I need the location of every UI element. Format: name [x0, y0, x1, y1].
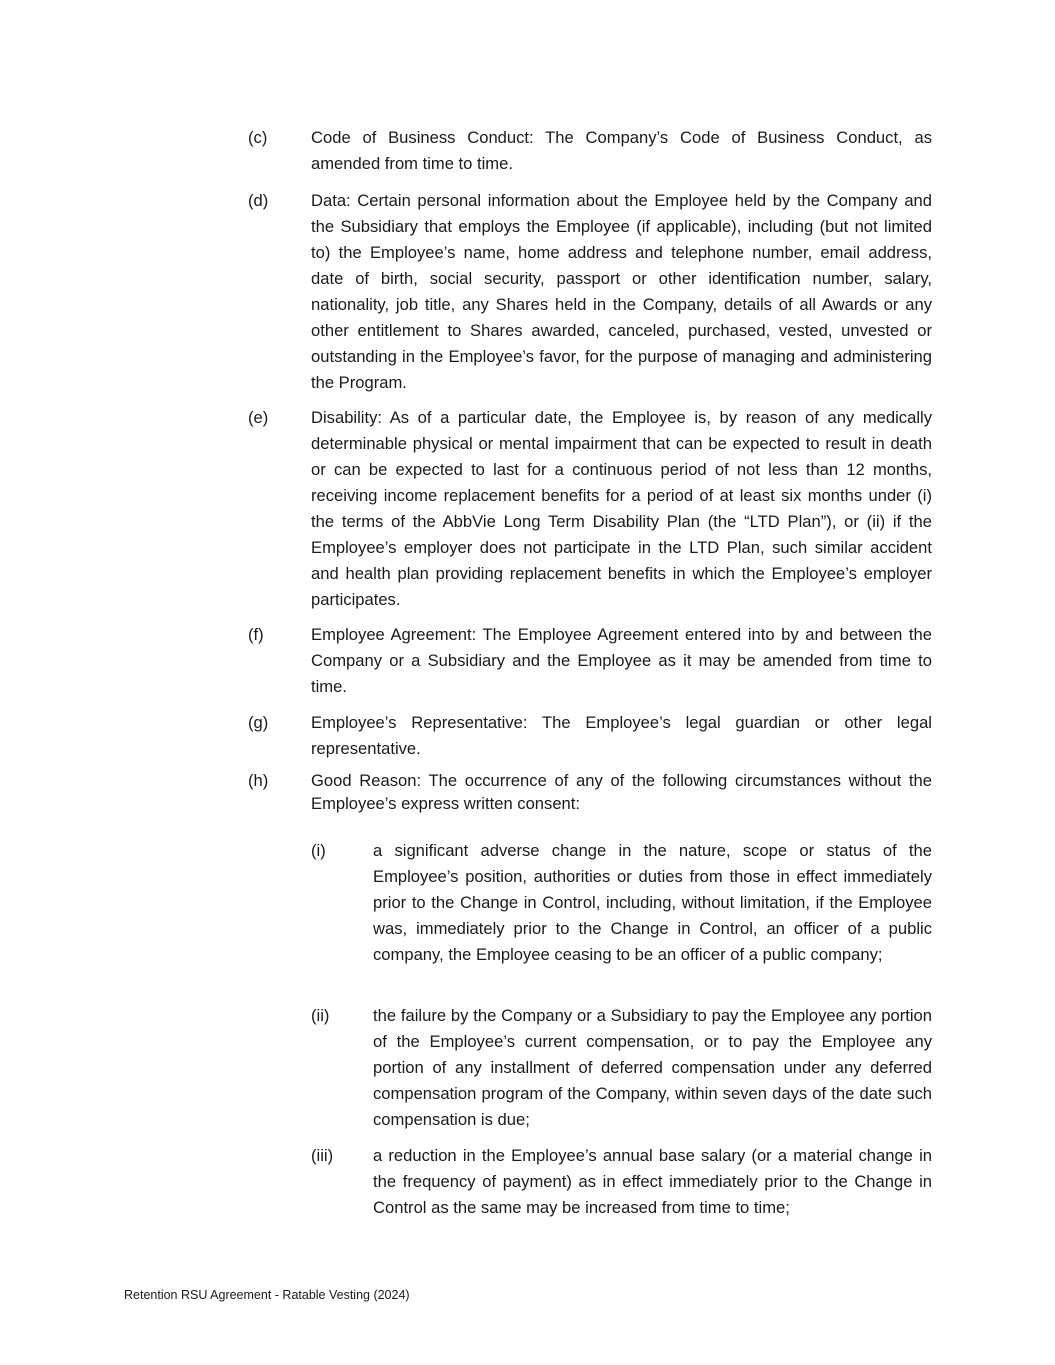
definition-label: (c) [248, 128, 268, 147]
definition-text: Disability: As of a particular date, the Employee is, by reason of any medically determinable physical or mental impairment that can be expected to result in death or can be expected to last for a continuous period of not less than 12 months, receiving income replacement benefits for a period of at least six months under (i) the terms of the AbbVie Long Term Disability Plan (the “LTD Plan”), or (ii) if the Employee’s employer does not participate in the LTD Plan, such similar accident and health plan providing replacement benefits in which the Employee’s employer participates. [311, 408, 932, 609]
sub-item-iii [311, 1143, 932, 1221]
definition-text: Employee Agreement: The Employee Agreement entered into by and between the Company or a Subsidiary and the Employee as it may be amended from time to time. [311, 625, 932, 696]
sub-item-label: (ii) [311, 1006, 330, 1025]
definition-text: Employee’s Representative: The Employee’s legal guardian or other legal representative. [311, 713, 932, 758]
page-footer: Retention RSU Agreement - Ratable Vesting (2024) [124, 1288, 410, 1302]
definition-h [248, 770, 932, 815]
sub-item-label: (i) [311, 841, 326, 860]
definition-text: Code of Business Conduct: The Company’s Code of Business Conduct, as amended from time to time. [311, 128, 932, 173]
sub-item-ii [311, 1003, 932, 1133]
sub-item-text: the failure by the Company or a Subsidiary to pay the Employee any portion of the Employee’s current compensation, or to pay the Employee any portion of any installment of deferred compensation under any deferred compensation program of the Company, within seven days of the date such compensation is due; [373, 1006, 932, 1129]
definition-text: Good Reason: The occurrence of any of the following circumstances without the Employee’s express written consent: [311, 771, 932, 813]
definition-label: (d) [248, 191, 269, 210]
definition-label: (e) [248, 408, 269, 427]
definition-text: Data: Certain personal information about the Employee held by the Company and the Subsidiary that employs the Employee (if applicable), including (but not limited to) the Employee’s name, home address and telephone number, email address, date of birth, social security, passport or other identification number, salary, nationality, job title, any Shares held in the Company, details of all Awards or any other entitlement to Shares awarded, canceled, purchased, vested, unvested or outstanding in the Employee’s favor, for the purpose of managing and administering the Program. [311, 191, 932, 392]
definition-c [248, 125, 932, 177]
definition-g [248, 710, 932, 762]
definition-e [248, 405, 932, 613]
definition-label: (h) [248, 771, 269, 790]
sub-item-label: (iii) [311, 1146, 334, 1165]
definition-d [248, 188, 932, 396]
definition-label: (f) [248, 625, 264, 644]
sub-item-text: a significant adverse change in the nature, scope or status of the Employee’s position, authorities or duties from those in effect immediately prior to the Change in Control, including, without limitation, if the Employee was, immediately prior to the Change in Control, an officer of a public company, the Employee ceasing to be an officer of a public company; [373, 841, 932, 964]
sub-item-text: a reduction in the Employee’s annual base salary (or a material change in the frequency of payment) as in effect immediately prior to the Change in Control as the same may be increased from time to time; [373, 1146, 932, 1217]
sub-item-i [311, 838, 932, 968]
definition-label: (g) [248, 713, 269, 732]
definition-f [248, 622, 932, 700]
